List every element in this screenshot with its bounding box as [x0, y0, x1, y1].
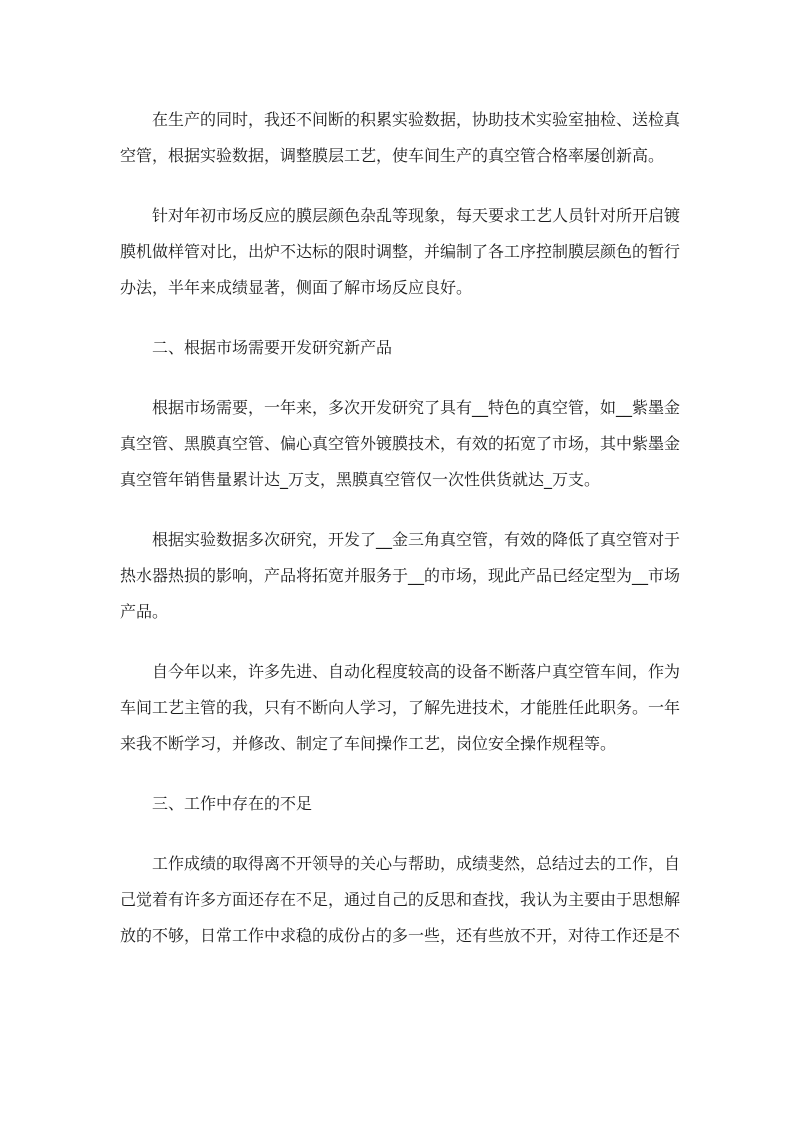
section-heading-new-products: 二、根据市场需要开发研究新产品 — [152, 338, 393, 357]
paragraph-gap — [120, 306, 680, 330]
paragraph-market-products: 根据市场需要，一年来，多次开发研究了具有__特色的真空管，如__紫墨金真空管、黑膜真空管、偏心真空管外镀膜技术，有效的拓宽了市场，其中紫墨金真空管年销售量累计达_万支，黑膜真空管仅一次性供货就达_万支。 — [120, 398, 681, 489]
paragraph-gap — [120, 762, 680, 786]
paragraph-triangle-tube: 根据实验数据多次研究，开发了__金三角真空管，有效的降低了真空管对于热水器热损的影响，产品将拓宽并服务于__的市场，现此产品已经定型为__市场产品。 — [120, 530, 681, 621]
paragraph-gap — [120, 366, 680, 390]
paragraph-gap — [120, 498, 680, 522]
paragraph-learning: 自今年以来，许多先进、自动化程度较高的设备不断落户真空管车间，作为车间工艺主管的我，只有不断向人学习，了解先进技术，才能胜任此职务。一年来我不断学习，并修改、制定了车间操作工艺，岗位安全操作规程等。 — [120, 662, 681, 753]
paragraph-production-data: 在生产的同时，我还不间断的积累实验数据，协助技术实验室抽检、送检真空管，根据实验数据，调整膜层工艺，使车间生产的真空管合格率屡创新高。 — [120, 110, 681, 165]
paragraph-gap — [120, 822, 680, 846]
paragraph-film-color: 针对年初市场反应的膜层颜色杂乱等现象，每天要求工艺人员针对所开启镀膜机做样管对比，出炉不达标的限时调整，并编制了各工序控制膜层颜色的暂行办法，半年来成绩显著，侧面了解市场反应良好。 — [120, 206, 681, 297]
paragraph-gap — [120, 630, 680, 654]
paragraph-shortcomings: 工作成绩的取得离不开领导的关心与帮助，成绩斐然，总结过去的工作，自己觉着有许多方面还存在不足，通过自己的反思和查找，我认为主要由于思想解放的不够，日常工作中求稳的成份占的多一些，还有些放不开，对待工作还是不 — [120, 854, 681, 945]
document-body — [120, 102, 680, 954]
paragraph-gap — [120, 174, 680, 198]
section-heading-shortcomings: 三、工作中存在的不足 — [152, 794, 313, 813]
